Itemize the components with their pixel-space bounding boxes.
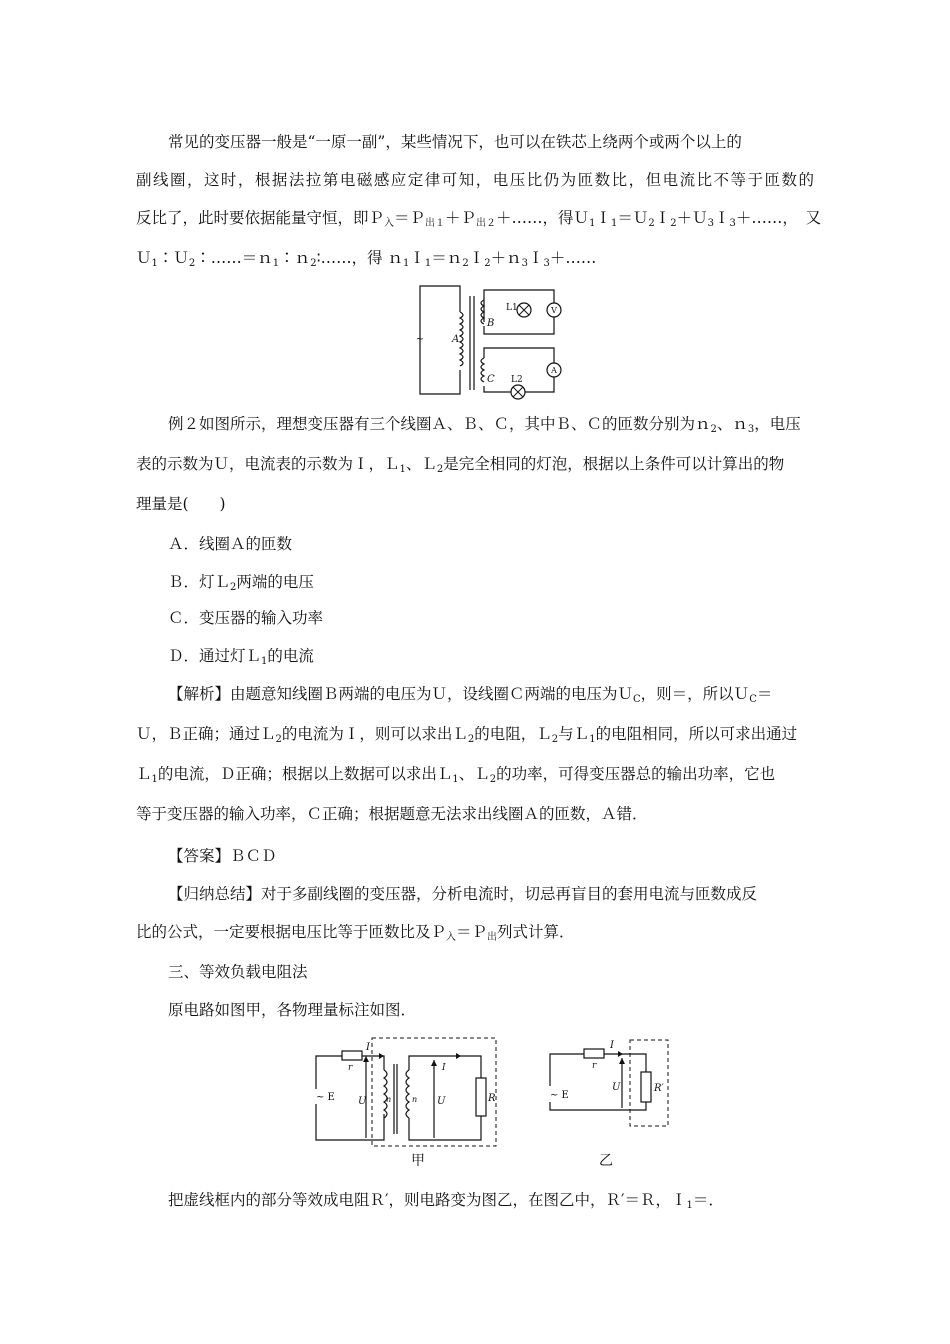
- circuit-jia-figure: [306, 1034, 506, 1149]
- svg-text:U: U: [612, 1082, 621, 1093]
- option-c: Ｃ．变压器的输入功率: [168, 609, 324, 627]
- svg-text:V: V: [551, 306, 557, 315]
- svg-text:~: ~: [415, 334, 425, 345]
- transformer-figure: [412, 282, 572, 400]
- analysis-line3: Ｌ$_1$的电流，Ｄ正确；根据以上数据可以求出Ｌ$_1$、Ｌ$_2$的功率，可得变压器总的输出功率，它也: [136, 765, 776, 785]
- section3-heading: 三、等效负载电阻法: [168, 963, 308, 981]
- option-b: Ｂ．灯Ｌ$_2$两端的电压: [168, 573, 314, 593]
- svg-text:L2: L2: [511, 375, 523, 385]
- resistor-r-icon: [342, 1051, 362, 1060]
- circuit-yi-figure: [540, 1036, 675, 1131]
- para1-line3: 反比了，此时要依据能量守恒，即Ｐ$_入$＝Ｐ$_{出1}$＋Ｐ$_{出2}$＋……，得Ｕ$_1$Ｉ$_1$＝Ｕ$_2$Ｉ$_2$＋Ｕ$_3$Ｉ$_3$＋……， 又: [136, 209, 822, 229]
- svg-text:A: A: [452, 334, 460, 345]
- svg-text:r: r: [592, 1061, 597, 1071]
- resistor-R-prime-icon: [641, 1072, 651, 1102]
- para1-line1: 常见的变压器一般是“一原一副”，某些情况下，也可以在铁芯上绕两个或两个以上的: [168, 133, 742, 151]
- svg-text:~ E: ~ E: [316, 1092, 335, 1103]
- caption-yi: 乙: [599, 1153, 613, 1169]
- analysis-line1: 【解析】由题意知线圈Ｂ两端的电压为Ｕ，设线圈Ｃ两端的电压为Ｕ$_C$，则＝，所以Ｕ$_C$＝: [168, 685, 773, 705]
- example2-line1: 例２如图所示，理想变压器有三个线圈Ａ、Ｂ、Ｃ，其中Ｂ、Ｃ的匝数分别为ｎ$_2$、ｎ$_3$，电压: [168, 415, 801, 435]
- svg-text:L1: L1: [506, 303, 518, 313]
- svg-text:U: U: [358, 1096, 367, 1107]
- answer: 【答案】ＢＣＤ: [168, 847, 277, 865]
- analysis-line4: 等于变压器的输入功率，Ｃ正确；根据题意无法求出线圈Ａ的匝数，Ａ错．: [136, 805, 648, 823]
- option-d: Ｄ．通过灯Ｌ$_1$的电流: [168, 647, 314, 667]
- svg-text:I: I: [610, 1040, 614, 1051]
- original-circuit-text: 原电路如图甲，各物理量标注如图．: [168, 1001, 417, 1019]
- svg-text:r: r: [348, 1063, 353, 1073]
- last-line: 把虚线框内的部分等效成电阻Ｒ′，则电路变为图乙，在图乙中，Ｒ′＝Ｒ，Ｉ$_1$＝．: [168, 1191, 724, 1211]
- svg-text:B: B: [487, 318, 495, 329]
- svg-text:C: C: [487, 374, 495, 385]
- svg-text:U: U: [437, 1096, 446, 1107]
- option-a: Ａ．线圈Ａ的匝数: [168, 535, 293, 553]
- summary-line2: 比的公式，一定要根据电压比等于匝数比及Ｐ$_入$＝Ｐ$_出$列式计算．: [136, 923, 575, 943]
- resistor-R-icon: [476, 1078, 486, 1116]
- resistor-r-icon: [584, 1049, 604, 1058]
- svg-text:~ E: ~ E: [550, 1090, 569, 1101]
- svg-text:n: n: [412, 1095, 418, 1104]
- para1-line4: Ｕ$_1$∶Ｕ$_2$∶……＝ｎ$_1$∶ｎ$_2$∶……，得 ｎ$_1$Ｉ$_1$＝ｎ$_2$Ｉ$_2$＋ｎ$_3$Ｉ$_3$＋……: [136, 249, 597, 269]
- svg-text:A: A: [551, 366, 557, 375]
- para1-line2: 副线圈，这时，根据法拉第电磁感应定律可知，电压比仍为匝数比，但电流比不等于匝数的: [136, 171, 814, 189]
- example2-line2: 表的示数为Ｕ，电流表的示数为Ｉ，Ｌ$_1$、Ｌ$_2$是完全相同的灯泡，根据以上条件可以计算出的物: [136, 455, 785, 475]
- svg-text:n: n: [386, 1095, 392, 1104]
- caption-jia: 甲: [411, 1153, 425, 1169]
- summary-line1: 【归纳总结】对于多副线圈的变压器，分析电流时，切忌再盲目的套用电流与匝数成反: [168, 885, 758, 903]
- example2-line3: 理量是( ): [136, 495, 226, 513]
- svg-text:R: R: [488, 1093, 496, 1104]
- svg-text:I: I: [366, 1042, 370, 1053]
- analysis-line2: Ｕ，Ｂ正确；通过Ｌ$_2$的电流为Ｉ，则可以求出Ｌ$_2$的电阻，Ｌ$_2$与Ｌ$_1$的电阻相同，所以可求出通过: [136, 725, 798, 745]
- svg-text:R′: R′: [654, 1083, 664, 1094]
- svg-text:I: I: [442, 1063, 446, 1073]
